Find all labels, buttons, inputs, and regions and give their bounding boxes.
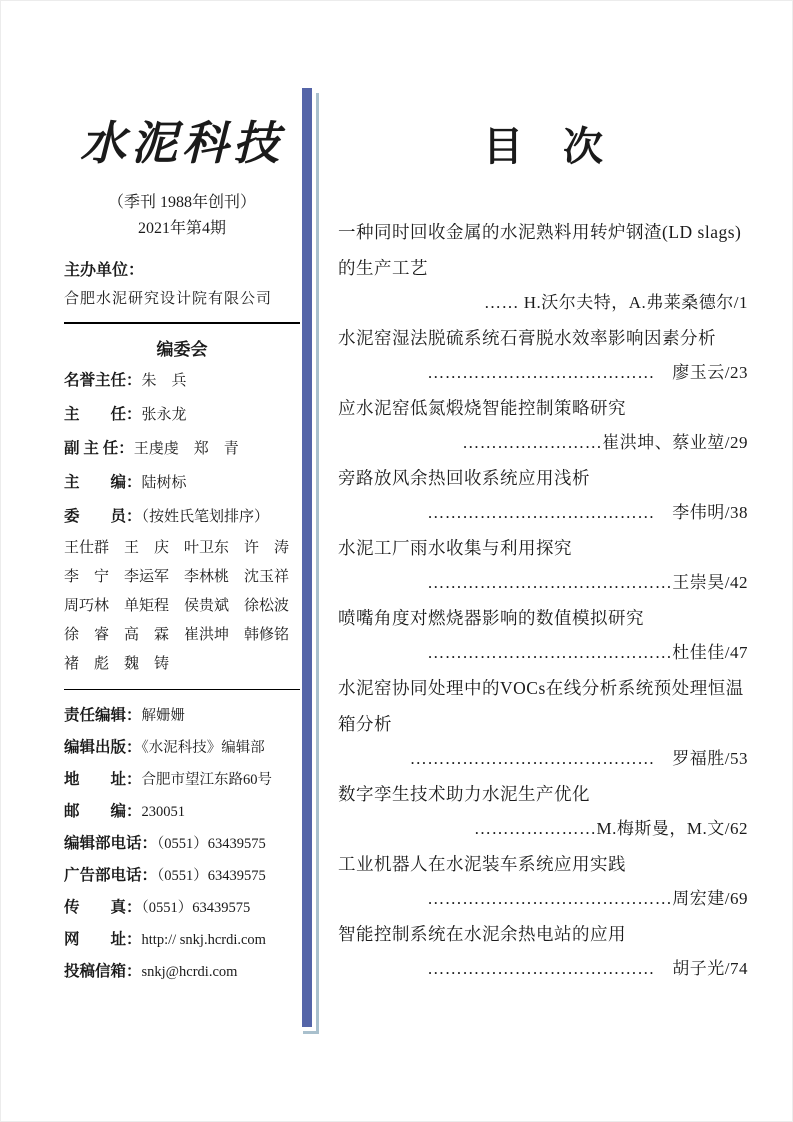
toc-entry-title: 喷嘴角度对燃烧器影响的数值模拟研究 bbox=[338, 608, 644, 628]
publishing-label: 邮 编： bbox=[64, 803, 142, 820]
toc-entry-byline: …… H.沃尔夫特，A.弗莱桑德尔/1 bbox=[483, 293, 748, 312]
toc-entry-byline: ……………………………………王崇昊/42 bbox=[427, 573, 748, 592]
toc-entry-byline: ……………………崔洪坤、蔡业堃/29 bbox=[462, 433, 748, 452]
toc-heading: 目 次 bbox=[483, 124, 603, 169]
board-member-row: 周巧林 单矩程 侯贵斌 徐松波 bbox=[64, 598, 290, 614]
editorial-board-heading: 编委会 bbox=[156, 340, 208, 359]
publishing-row bbox=[64, 860, 300, 892]
toc-entry bbox=[338, 846, 748, 916]
publishing-label: 责任编辑： bbox=[64, 707, 142, 724]
toc-entry bbox=[338, 320, 748, 390]
publishing-label: 传 真： bbox=[64, 899, 142, 916]
toc-entry-title: 旁路放风余热回收系统应用浅析 bbox=[338, 468, 590, 488]
toc-entry-title: 智能控制系统在水泥余热电站的应用 bbox=[338, 924, 626, 944]
toc-entry-title: 水泥窑湿法脱硫系统石膏脱水效率影响因素分析 bbox=[338, 328, 716, 348]
toc-entry-byline: …………………M.梅斯曼，M.文/62 bbox=[474, 819, 748, 838]
toc-entry bbox=[338, 460, 748, 530]
publishing-label: 网 址： bbox=[64, 931, 142, 948]
publishing-row bbox=[64, 956, 300, 988]
board-role-row bbox=[64, 432, 300, 466]
role-value: 朱 兵 bbox=[141, 373, 187, 389]
publishing-value: snkj@hcrdi.com bbox=[141, 964, 238, 980]
divider-rule-top bbox=[64, 322, 300, 324]
board-role-row bbox=[64, 398, 300, 432]
publishing-value: 合肥市望江东路60号 bbox=[141, 772, 273, 788]
publishing-row bbox=[64, 732, 300, 764]
publishing-row bbox=[64, 700, 300, 732]
sponsor-label: 主办单位： bbox=[64, 262, 145, 279]
role-value: 张永龙 bbox=[141, 407, 187, 423]
publishing-value: （0551）63439575 bbox=[141, 900, 251, 916]
role-value: （按姓氏笔划排序） bbox=[141, 509, 270, 525]
toc-entry-title: 水泥工厂雨水收集与利用探究 bbox=[338, 538, 572, 558]
publishing-label: 编辑部电话： bbox=[64, 835, 158, 852]
publishing-row bbox=[64, 764, 300, 796]
board-role-row bbox=[64, 500, 300, 534]
divider-rule-bottom bbox=[64, 689, 300, 690]
role-label: 主 任： bbox=[64, 406, 142, 423]
publishing-label: 广告部电话： bbox=[64, 867, 158, 884]
publishing-value: 230051 bbox=[141, 804, 186, 820]
publishing-row bbox=[64, 924, 300, 956]
board-role-row bbox=[64, 364, 300, 398]
publishing-value: （0551）63439575 bbox=[157, 868, 266, 884]
editorial-board-roles bbox=[64, 364, 300, 534]
journal-subtitle: （季刊 1988年创刊） bbox=[107, 194, 256, 211]
toc-entry-byline: ……………………………………周宏建/69 bbox=[427, 889, 748, 908]
toc-entry-title: 一种同时回收金属的水泥熟料用转炉钢渣(LD slags)的生产工艺 bbox=[338, 222, 742, 278]
toc-entries bbox=[338, 214, 748, 986]
board-member-row: 李 宁 李运军 李林桃 沈玉祥 bbox=[64, 569, 290, 585]
publishing-value: （0551）63439575 bbox=[157, 836, 266, 852]
editorial-board-members bbox=[64, 534, 300, 679]
journal-title: 水泥科技 bbox=[80, 118, 284, 169]
publishing-row bbox=[64, 828, 300, 860]
publishing-value: 解姗姗 bbox=[141, 708, 186, 724]
board-role-row bbox=[64, 466, 300, 500]
toc-entry bbox=[338, 670, 748, 776]
divider-bar bbox=[302, 88, 312, 1027]
publishing-value: 《水泥科技》编辑部 bbox=[141, 740, 265, 756]
toc-entry-byline: ………………………………… 廖玉云/23 bbox=[427, 363, 748, 382]
publishing-label: 编辑出版： bbox=[64, 739, 142, 756]
toc-entry bbox=[338, 776, 748, 846]
toc-entry bbox=[338, 390, 748, 460]
role-label: 副 主 任： bbox=[64, 440, 134, 457]
role-value: 陆树标 bbox=[141, 475, 187, 491]
toc-entry-title: 水泥窑协同处理中的VOCs在线分析系统预处理恒温箱分析 bbox=[338, 678, 744, 734]
toc-entry-title: 数字孪生技术助力水泥生产优化 bbox=[338, 784, 590, 804]
publishing-label: 地 址： bbox=[64, 771, 142, 788]
board-member-row: 王仕群 王 庆 叶卫东 许 涛 bbox=[64, 540, 290, 556]
toc-entry bbox=[338, 214, 748, 320]
board-member-row: 褚 彪 魏 铸 bbox=[64, 656, 170, 672]
role-label: 主 编： bbox=[64, 474, 142, 491]
role-label: 委 员： bbox=[64, 508, 142, 525]
role-value: 王虔虔 郑 青 bbox=[133, 441, 239, 457]
board-member-row: 徐 睿 高 霖 崔洪坤 韩修铭 bbox=[64, 627, 290, 643]
publishing-value: http:// snkj.hcrdi.com bbox=[141, 932, 266, 948]
toc-entry-byline: ……………………………………杜佳佳/47 bbox=[427, 643, 748, 662]
publishing-info bbox=[64, 700, 300, 988]
toc-entry-byline: ………………………………… 李伟明/38 bbox=[427, 503, 748, 522]
publishing-row bbox=[64, 892, 300, 924]
left-column bbox=[64, 104, 300, 988]
toc-entry bbox=[338, 600, 748, 670]
publishing-row bbox=[64, 796, 300, 828]
publishing-label: 投稿信箱： bbox=[64, 963, 142, 980]
role-label: 名誉主任： bbox=[64, 372, 142, 389]
sponsor-name: 合肥水泥研究设计院有限公司 bbox=[64, 291, 273, 307]
toc-entry bbox=[338, 916, 748, 986]
toc-entry-title: 应水泥窑低氮煅烧智能控制策略研究 bbox=[338, 398, 626, 418]
toc-entry-byline: ………………………………… 胡子光/74 bbox=[427, 959, 748, 978]
toc-column bbox=[338, 118, 748, 986]
toc-entry-byline: …………………………………… 罗福胜/53 bbox=[409, 749, 748, 768]
journal-issue: 2021年第4期 bbox=[137, 220, 226, 237]
toc-entry-title: 工业机器人在水泥装车系统应用实践 bbox=[338, 854, 626, 874]
toc-entry bbox=[338, 530, 748, 600]
